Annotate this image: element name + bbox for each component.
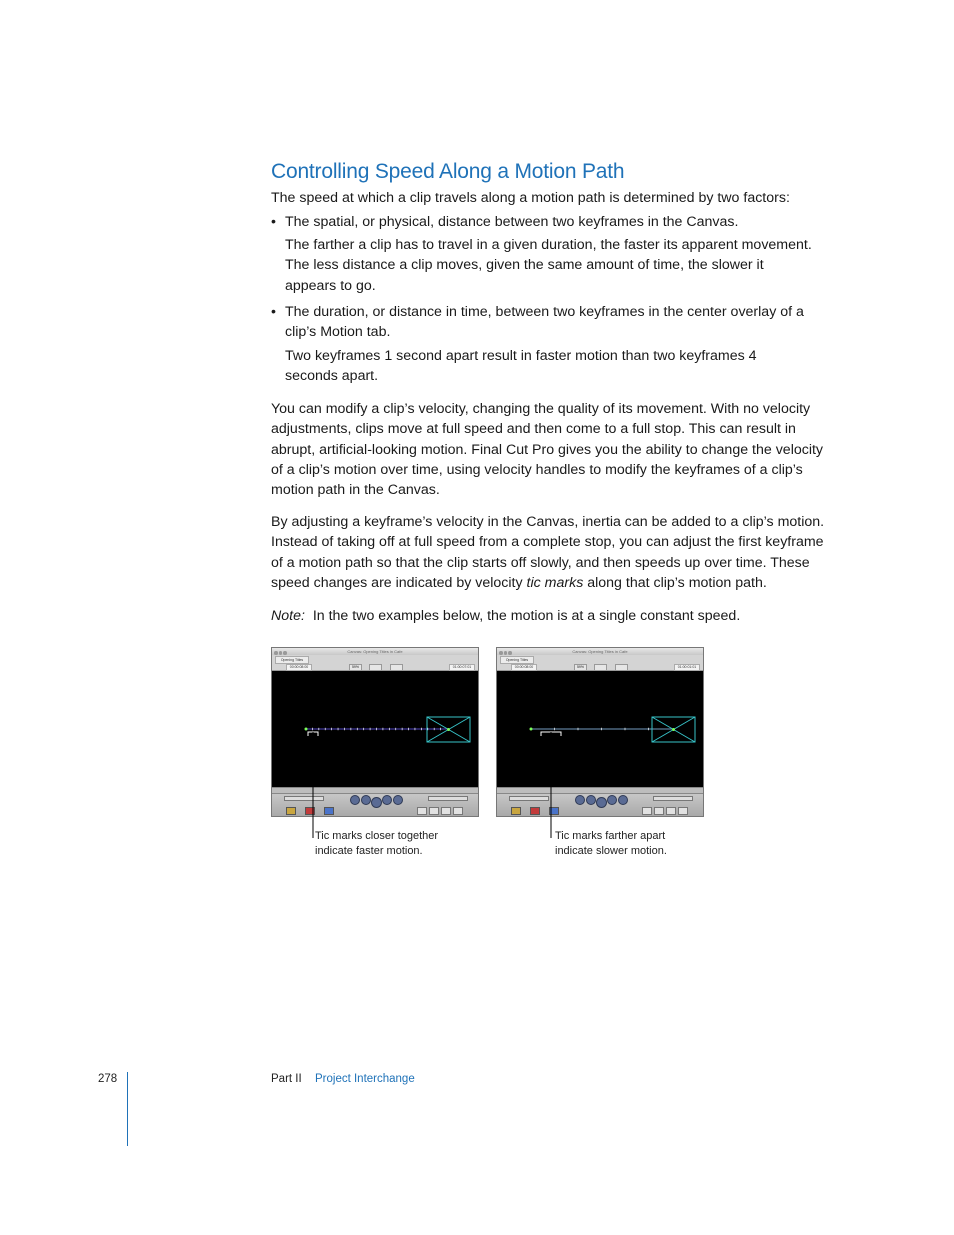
inertia-text-after: along that clip’s motion path. [583, 574, 767, 591]
bullet-detail-duration: Two keyframes 1 second apart result in faster motion than two keyframes 4 seconds apart. [285, 348, 757, 385]
caption-slow-line1: Tic marks farther apart [555, 830, 666, 842]
bullet-text: The duration, or distance in time, between two keyframes in the center overlay of a clip’s Motion tab. [285, 304, 804, 341]
sequence-tab: Opening Titles [500, 656, 534, 664]
timecode-duration: 00:00:08:00 [286, 664, 312, 671]
note-label: Note: [271, 608, 305, 624]
zoom-popup: 59% [349, 664, 362, 671]
bullet-detail-spatial: The farther a clip has to travel in a given duration, the faster its apparent movement. The less distance a clip moves, given the same amount of time, the slower it appears to go. [285, 237, 812, 294]
sequence-tab: Opening Titles [275, 656, 309, 664]
section-heading: Controlling Speed Along a Motion Path [271, 160, 625, 183]
caption-fast [315, 829, 485, 859]
window-title: Canvas: Opening Titles in Cafe [347, 649, 403, 654]
timecode-current: 01:00:01:01 [674, 664, 700, 671]
note-text: In the two examples below, the motion is at a single constant speed. [312, 608, 741, 624]
bullet-glyph: • [271, 304, 276, 320]
footer-section-link[interactable]: Project Interchange [315, 1073, 415, 1085]
page-number: 278 [98, 1073, 118, 1085]
timecode-duration: 00:00:08:00 [511, 664, 537, 671]
caption-slow-line2: indicate slower motion. [555, 845, 667, 857]
bullet-glyph: • [271, 214, 276, 230]
timecode-current: 01:00:07:01 [449, 664, 475, 671]
caption-fast-line2: indicate faster motion. [315, 845, 423, 857]
inertia-text-before: By adjusting a keyframe’s velocity in the Canvas, inertia can be added to a clip’s motion. Instead of taking off at full speed from a complete stop, you can adjust the first keyframe of a motion path so that the clip starts off slowly, and then speeds up over time. These speed changes are indicated by velocity [271, 514, 825, 591]
footer-part: Part II [271, 1073, 302, 1085]
footer-rule [127, 1072, 128, 1146]
intro-paragraph: The speed at which a clip travels along a motion path is determined by two factors: [271, 190, 790, 206]
tic-marks-term: tic marks [526, 574, 584, 591]
velocity-paragraph: You can modify a clip’s velocity, changing the quality of its movement. With no velocity adjustments, clips move at full speed and then come to a full stop. This can result in abrupt, artificial-looking motion. Final Cut Pro gives you the ability to change the velocity of a clip’s motion over time, using velocity handles to modify the keyframes of a clip’s motion path in the Canvas. [271, 401, 824, 499]
caption-fast-line1: Tic marks closer together [315, 830, 439, 842]
bullet-text: The spatial, or physical, distance between two keyframes in the Canvas. [285, 214, 739, 230]
caption-slow [555, 829, 725, 859]
zoom-popup: 59% [574, 664, 587, 671]
window-title: Canvas: Opening Titles in Cafe [572, 649, 628, 654]
